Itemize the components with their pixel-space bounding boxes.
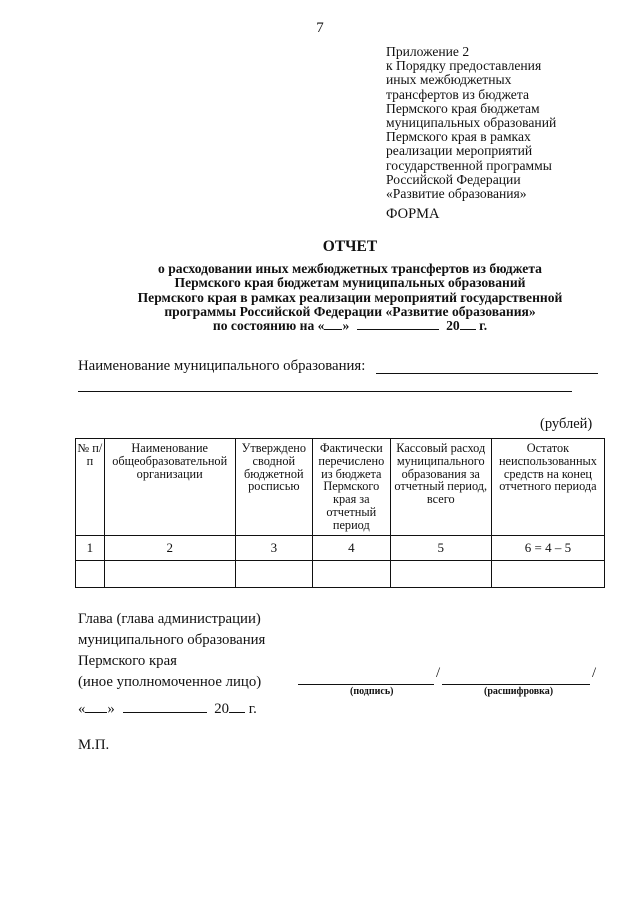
decode-slash: / [592, 665, 597, 681]
appendix-note [386, 45, 606, 201]
appendix-line: Пермского края бюджетам [386, 100, 540, 116]
date-prefix: по состоянию на « [212, 318, 325, 334]
form-label: ФОРМА [386, 206, 440, 222]
table-row [76, 561, 605, 588]
header-cell: № п/п [76, 439, 105, 536]
signatory-line: Пермского края [78, 653, 177, 669]
table-cell[interactable] [235, 561, 312, 588]
date-year-field[interactable] [460, 329, 476, 330]
appendix-line: к Порядку предоставления [386, 58, 542, 74]
table-header-row [76, 439, 605, 536]
municipality-field-continuation[interactable] [78, 391, 572, 392]
appendix-line: иных межбюджетных [386, 72, 512, 88]
appendix-line: государственной программы [386, 157, 552, 173]
date-month-field[interactable] [357, 329, 439, 330]
sig-date-year: 20 [214, 701, 230, 717]
table-cell: 3 [235, 536, 312, 561]
header-cell: Остаток неиспользованных средств на конец отчетного периода [491, 439, 604, 536]
table-cell[interactable] [390, 561, 491, 588]
table-cell[interactable] [491, 561, 604, 588]
appendix-line: муниципальных образований [386, 115, 557, 131]
table-cell[interactable] [104, 561, 235, 588]
header-cell: Фактически перечислено из бюджета Пермского края за отчетный период [313, 439, 391, 536]
date-suffix: г. [479, 318, 488, 334]
sig-date-year-field[interactable] [229, 712, 245, 713]
signatory-line: Глава (глава администрации) [78, 611, 261, 627]
report-title: ОТЧЕТ [322, 238, 378, 255]
appendix-line: Приложение 2 [386, 44, 470, 59]
decode-field[interactable] [442, 684, 590, 685]
sig-date-close: » [107, 701, 115, 717]
page-number: 7 [316, 20, 324, 36]
appendix-line: трансфертов из бюджета [386, 86, 529, 102]
date-day-field[interactable] [324, 329, 342, 330]
table-cell: 2 [104, 536, 235, 561]
table-cell: 6 = 4 – 5 [491, 536, 604, 561]
subtitle-line: программы Российской Федерации «Развитие образования» [164, 303, 536, 319]
table-cell[interactable] [76, 561, 105, 588]
date-year: 20 [446, 318, 460, 334]
subtitle-line: Пермского края бюджетам муниципальных образований [174, 275, 526, 291]
table-cell[interactable] [313, 561, 391, 588]
signatory-block [78, 609, 265, 720]
header-cell: Кассовый расход муниципального образования за отчетный период, всего [390, 439, 491, 536]
sig-date-month-field[interactable] [123, 712, 207, 713]
report-table [75, 438, 605, 588]
report-date-line [60, 319, 640, 333]
table-cell: 5 [390, 536, 491, 561]
table-number-row [76, 536, 605, 561]
header-cell: Утверждено сводной бюджетной росписью [235, 439, 312, 536]
currency-unit: (рублей) [540, 416, 593, 432]
sig-date-day-field[interactable] [85, 712, 107, 713]
header-cell: Наименование общеобразовательной организации [104, 439, 235, 536]
signature-slash: / [436, 665, 441, 681]
appendix-line: «Развитие образования» [386, 186, 527, 202]
appendix-line: реализации мероприятий [386, 143, 533, 159]
stamp-place-label: М.П. [78, 737, 110, 753]
date-mid: » [342, 318, 350, 334]
municipality-label: Наименование муниципального образования: [78, 358, 366, 374]
appendix-line: Российской Федерации [386, 171, 521, 187]
table-cell: 4 [313, 536, 391, 561]
table-cell: 1 [76, 536, 105, 561]
municipality-field[interactable] [376, 373, 598, 374]
appendix-line: Пермского края в рамках [386, 129, 531, 145]
signature-date-line [78, 699, 265, 720]
signatory-line: (иное уполномоченное лицо) [78, 674, 262, 690]
subtitle-line: о расходовании иных межбюджетных трансфертов из бюджета [158, 261, 542, 276]
report-subtitle [60, 262, 640, 333]
decode-caption: (расшифровка) [484, 686, 554, 697]
signature-caption: (подпись) [350, 686, 394, 697]
sig-date-open: « [78, 701, 86, 717]
signature-field[interactable] [298, 684, 434, 685]
sig-date-suffix: г. [248, 701, 257, 717]
signatory-line: муниципального образования [78, 632, 266, 648]
subtitle-line: Пермского края в рамках реализации мероприятий государственной [137, 289, 563, 305]
